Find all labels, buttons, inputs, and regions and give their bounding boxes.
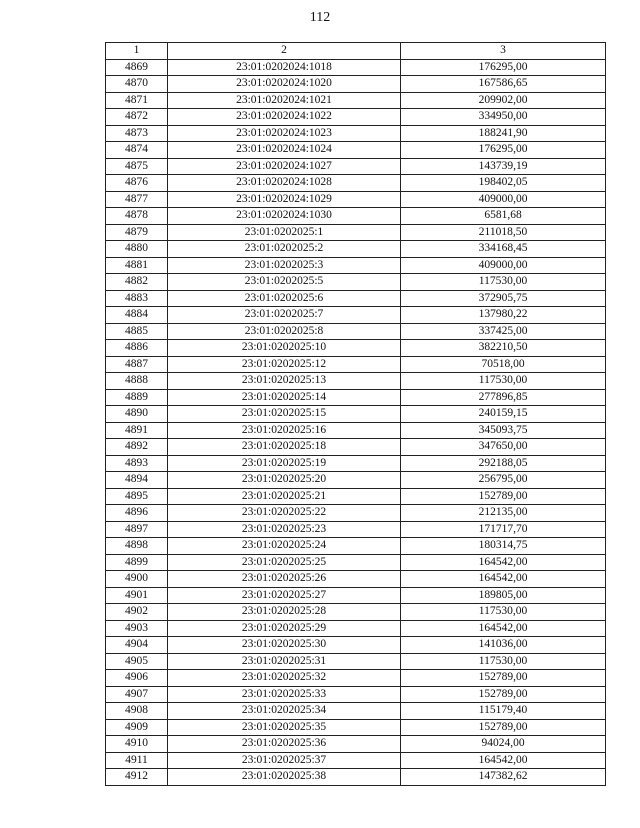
row-number-cell: 4888 xyxy=(106,373,168,390)
column-header-3: 3 xyxy=(401,43,606,60)
table-row xyxy=(106,571,606,588)
row-number-cell: 4892 xyxy=(106,439,168,456)
row-number-cell: 4882 xyxy=(106,274,168,291)
table-row xyxy=(106,307,606,324)
value-cell: 164542,00 xyxy=(401,752,606,769)
row-number-cell: 4893 xyxy=(106,455,168,472)
row-number-cell: 4889 xyxy=(106,389,168,406)
row-number-cell: 4885 xyxy=(106,323,168,340)
row-number-cell: 4887 xyxy=(106,356,168,373)
cadastral-number-cell: 23:01:0202025:6 xyxy=(168,290,401,307)
row-number-cell: 4895 xyxy=(106,488,168,505)
table-row xyxy=(106,604,606,621)
table-row xyxy=(106,175,606,192)
row-number-cell: 4877 xyxy=(106,191,168,208)
table-row xyxy=(106,389,606,406)
value-cell: 347650,00 xyxy=(401,439,606,456)
table-row xyxy=(106,521,606,538)
value-cell: 152789,00 xyxy=(401,488,606,505)
row-number-cell: 4876 xyxy=(106,175,168,192)
cadastral-number-cell: 23:01:0202024:1028 xyxy=(168,175,401,192)
cadastral-number-cell: 23:01:0202024:1027 xyxy=(168,158,401,175)
row-number-cell: 4906 xyxy=(106,670,168,687)
table-row xyxy=(106,455,606,472)
value-cell: 337425,00 xyxy=(401,323,606,340)
table-row xyxy=(106,554,606,571)
table-row xyxy=(106,208,606,225)
cadastral-number-cell: 23:01:0202025:2 xyxy=(168,241,401,258)
value-cell: 6581,68 xyxy=(401,208,606,225)
cadastral-number-cell: 23:01:0202025:15 xyxy=(168,406,401,423)
cadastral-number-cell: 23:01:0202025:8 xyxy=(168,323,401,340)
row-number-cell: 4907 xyxy=(106,686,168,703)
value-cell: 334950,00 xyxy=(401,109,606,126)
page-number: 112 xyxy=(309,10,331,25)
cadastral-number-cell: 23:01:0202025:38 xyxy=(168,769,401,786)
table-row xyxy=(106,752,606,769)
table-row xyxy=(106,59,606,76)
value-cell: 277896,85 xyxy=(401,389,606,406)
table-row xyxy=(106,505,606,522)
row-number-cell: 4880 xyxy=(106,241,168,258)
table-row xyxy=(106,769,606,786)
row-number-cell: 4899 xyxy=(106,554,168,571)
table-row xyxy=(106,620,606,637)
row-number-cell: 4903 xyxy=(106,620,168,637)
cadastral-number-cell: 23:01:0202025:34 xyxy=(168,703,401,720)
row-number-cell: 4902 xyxy=(106,604,168,621)
row-number-cell: 4883 xyxy=(106,290,168,307)
value-cell: 334168,45 xyxy=(401,241,606,258)
value-cell: 212135,00 xyxy=(401,505,606,522)
table-row xyxy=(106,92,606,109)
row-number-cell: 4875 xyxy=(106,158,168,175)
table-header-row xyxy=(106,43,606,60)
row-number-cell: 4908 xyxy=(106,703,168,720)
value-cell: 176295,00 xyxy=(401,142,606,159)
value-cell: 167586,65 xyxy=(401,76,606,93)
cadastral-number-cell: 23:01:0202025:16 xyxy=(168,422,401,439)
row-number-cell: 4910 xyxy=(106,736,168,753)
value-cell: 152789,00 xyxy=(401,686,606,703)
table-row xyxy=(106,406,606,423)
row-number-cell: 4881 xyxy=(106,257,168,274)
cadastral-number-cell: 23:01:0202025:37 xyxy=(168,752,401,769)
table-row xyxy=(106,125,606,142)
table-row xyxy=(106,323,606,340)
row-number-cell: 4871 xyxy=(106,92,168,109)
cadastral-number-cell: 23:01:0202025:13 xyxy=(168,373,401,390)
row-number-cell: 4879 xyxy=(106,224,168,241)
table-row xyxy=(106,257,606,274)
row-number-cell: 4870 xyxy=(106,76,168,93)
cadastral-number-cell: 23:01:0202025:20 xyxy=(168,472,401,489)
cadastral-number-cell: 23:01:0202025:5 xyxy=(168,274,401,291)
cadastral-number-cell: 23:01:0202025:31 xyxy=(168,653,401,670)
cadastral-number-cell: 23:01:0202025:3 xyxy=(168,257,401,274)
cadastral-number-cell: 23:01:0202025:26 xyxy=(168,571,401,588)
row-number-cell: 4898 xyxy=(106,538,168,555)
value-cell: 372905,75 xyxy=(401,290,606,307)
cadastral-number-cell: 23:01:0202025:29 xyxy=(168,620,401,637)
row-number-cell: 4896 xyxy=(106,505,168,522)
value-cell: 409000,00 xyxy=(401,257,606,274)
value-cell: 94024,00 xyxy=(401,736,606,753)
table-row xyxy=(106,274,606,291)
value-cell: 164542,00 xyxy=(401,554,606,571)
table-row xyxy=(106,538,606,555)
table-row xyxy=(106,241,606,258)
row-number-cell: 4912 xyxy=(106,769,168,786)
value-cell: 176295,00 xyxy=(401,59,606,76)
row-number-cell: 4873 xyxy=(106,125,168,142)
table-row xyxy=(106,587,606,604)
row-number-cell: 4878 xyxy=(106,208,168,225)
cadastral-number-cell: 23:01:0202025:30 xyxy=(168,637,401,654)
value-cell: 117530,00 xyxy=(401,604,606,621)
cadastral-number-cell: 23:01:0202025:19 xyxy=(168,455,401,472)
value-cell: 198402,05 xyxy=(401,175,606,192)
value-cell: 345093,75 xyxy=(401,422,606,439)
cadastral-number-cell: 23:01:0202025:33 xyxy=(168,686,401,703)
row-number-cell: 4911 xyxy=(106,752,168,769)
table-body xyxy=(106,59,606,785)
value-cell: 164542,00 xyxy=(401,571,606,588)
table-row xyxy=(106,653,606,670)
cadastral-number-cell: 23:01:0202024:1024 xyxy=(168,142,401,159)
row-number-cell: 4901 xyxy=(106,587,168,604)
column-header-1: 1 xyxy=(106,43,168,60)
table-row xyxy=(106,736,606,753)
table-row xyxy=(106,142,606,159)
row-number-cell: 4872 xyxy=(106,109,168,126)
row-number-cell: 4884 xyxy=(106,307,168,324)
cadastral-number-cell: 23:01:0202025:10 xyxy=(168,340,401,357)
value-cell: 209902,00 xyxy=(401,92,606,109)
value-cell: 256795,00 xyxy=(401,472,606,489)
table-row xyxy=(106,719,606,736)
value-cell: 117530,00 xyxy=(401,653,606,670)
table-row xyxy=(106,439,606,456)
table-row xyxy=(106,290,606,307)
table-row xyxy=(106,686,606,703)
row-number-cell: 4891 xyxy=(106,422,168,439)
row-number-cell: 4894 xyxy=(106,472,168,489)
value-cell: 240159,15 xyxy=(401,406,606,423)
row-number-cell: 4904 xyxy=(106,637,168,654)
cadastral-number-cell: 23:01:0202024:1018 xyxy=(168,59,401,76)
table-row xyxy=(106,703,606,720)
row-number-cell: 4900 xyxy=(106,571,168,588)
table-row xyxy=(106,340,606,357)
table-row xyxy=(106,224,606,241)
cadastral-number-cell: 23:01:0202024:1030 xyxy=(168,208,401,225)
value-cell: 147382,62 xyxy=(401,769,606,786)
table-row xyxy=(106,109,606,126)
value-cell: 188241,90 xyxy=(401,125,606,142)
row-number-cell: 4905 xyxy=(106,653,168,670)
cadastral-number-cell: 23:01:0202025:21 xyxy=(168,488,401,505)
table-row xyxy=(106,158,606,175)
cadastral-number-cell: 23:01:0202024:1021 xyxy=(168,92,401,109)
value-cell: 409000,00 xyxy=(401,191,606,208)
cadastral-number-cell: 23:01:0202025:32 xyxy=(168,670,401,687)
table-row xyxy=(106,670,606,687)
cadastral-number-cell: 23:01:0202025:27 xyxy=(168,587,401,604)
value-cell: 117530,00 xyxy=(401,373,606,390)
cadastral-number-cell: 23:01:0202025:14 xyxy=(168,389,401,406)
value-cell: 115179,40 xyxy=(401,703,606,720)
table-row xyxy=(106,191,606,208)
row-number-cell: 4874 xyxy=(106,142,168,159)
value-cell: 141036,00 xyxy=(401,637,606,654)
value-cell: 117530,00 xyxy=(401,274,606,291)
cadastral-number-cell: 23:01:0202025:24 xyxy=(168,538,401,555)
table-row xyxy=(106,356,606,373)
cadastral-number-cell: 23:01:0202025:7 xyxy=(168,307,401,324)
row-number-cell: 4909 xyxy=(106,719,168,736)
table-row xyxy=(106,472,606,489)
value-cell: 143739,19 xyxy=(401,158,606,175)
table-row xyxy=(106,422,606,439)
value-cell: 211018,50 xyxy=(401,224,606,241)
row-number-cell: 4869 xyxy=(106,59,168,76)
row-number-cell: 4897 xyxy=(106,521,168,538)
value-cell: 70518,00 xyxy=(401,356,606,373)
value-cell: 171717,70 xyxy=(401,521,606,538)
value-cell: 189805,00 xyxy=(401,587,606,604)
cadastral-number-cell: 23:01:0202025:35 xyxy=(168,719,401,736)
value-cell: 137980,22 xyxy=(401,307,606,324)
column-header-2: 2 xyxy=(168,43,401,60)
table-row xyxy=(106,373,606,390)
cadastral-number-cell: 23:01:0202025:12 xyxy=(168,356,401,373)
cadastral-number-cell: 23:01:0202025:18 xyxy=(168,439,401,456)
cadastral-number-cell: 23:01:0202025:28 xyxy=(168,604,401,621)
value-cell: 152789,00 xyxy=(401,670,606,687)
register-table xyxy=(105,42,606,786)
cadastral-number-cell: 23:01:0202025:23 xyxy=(168,521,401,538)
cadastral-number-cell: 23:01:0202024:1022 xyxy=(168,109,401,126)
cadastral-number-cell: 23:01:0202024:1023 xyxy=(168,125,401,142)
cadastral-number-cell: 23:01:0202025:36 xyxy=(168,736,401,753)
cadastral-number-cell: 23:01:0202024:1020 xyxy=(168,76,401,93)
cadastral-number-cell: 23:01:0202024:1029 xyxy=(168,191,401,208)
cadastral-number-cell: 23:01:0202025:1 xyxy=(168,224,401,241)
row-number-cell: 4886 xyxy=(106,340,168,357)
row-number-cell: 4890 xyxy=(106,406,168,423)
cadastral-number-cell: 23:01:0202025:22 xyxy=(168,505,401,522)
value-cell: 382210,50 xyxy=(401,340,606,357)
cadastral-number-cell: 23:01:0202025:25 xyxy=(168,554,401,571)
value-cell: 164542,00 xyxy=(401,620,606,637)
value-cell: 152789,00 xyxy=(401,719,606,736)
value-cell: 292188,05 xyxy=(401,455,606,472)
table-row xyxy=(106,76,606,93)
table-row xyxy=(106,488,606,505)
table-row xyxy=(106,637,606,654)
value-cell: 180314,75 xyxy=(401,538,606,555)
